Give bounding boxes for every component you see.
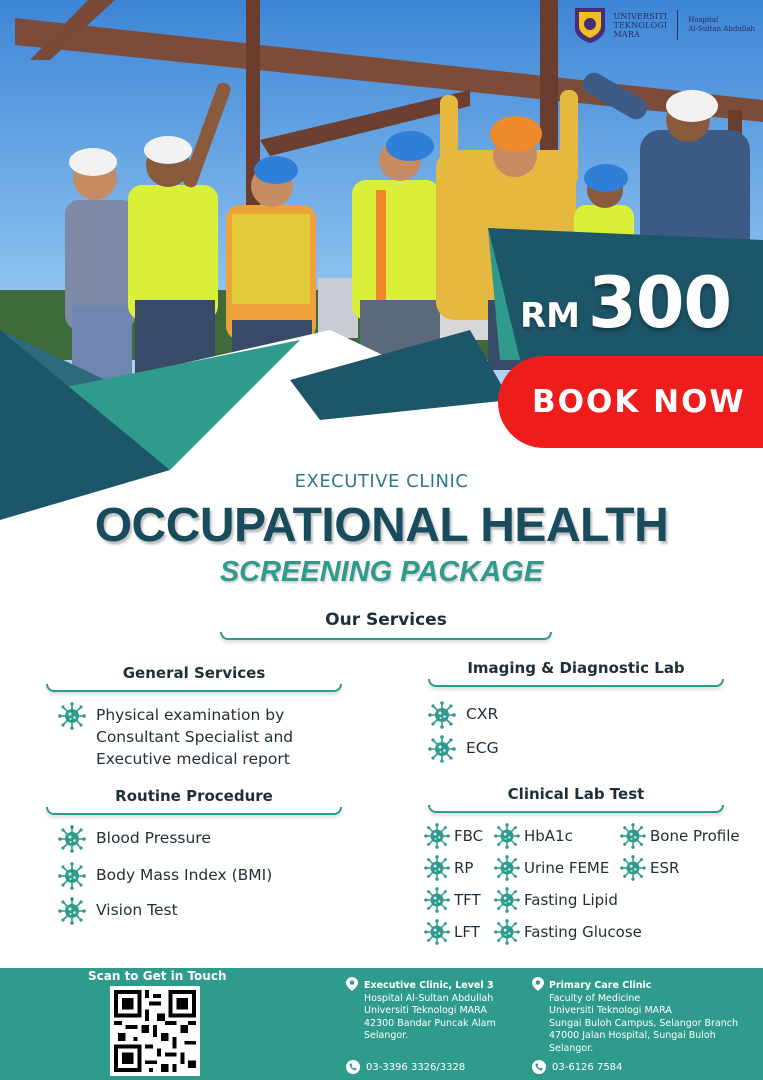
- uitm-crest-icon: [573, 6, 607, 44]
- virus-icon: [58, 862, 86, 890]
- virus-icon: [620, 823, 646, 849]
- list-item: ECG: [428, 737, 499, 763]
- clinical-lab-header: Clinical Lab Test: [428, 785, 724, 813]
- contact-footer: [0, 968, 763, 1080]
- location-pin-icon: [532, 977, 544, 991]
- lab-test-item: Urine FEME: [494, 857, 609, 881]
- lab-test-item: ESR: [620, 857, 679, 881]
- header-underline: [428, 679, 724, 687]
- virus-icon: [424, 887, 450, 913]
- virus-icon: [494, 823, 520, 849]
- imaging-lab-header: Imaging & Diagnostic Lab: [428, 659, 724, 687]
- executive-clinic-phone[interactable]: 03-3396 3326/3328: [366, 1062, 466, 1073]
- hospital-name: Hospital Al-Sultan Abdullah: [688, 16, 755, 33]
- lab-test-item: Bone Profile: [620, 825, 740, 849]
- lab-test-item: TFT: [424, 889, 481, 913]
- lab-test-item: HbA1c: [494, 825, 573, 849]
- package-price: [520, 262, 731, 344]
- lab-test-item: Fasting Lipid: [494, 889, 618, 913]
- our-services-header: Our Services: [220, 610, 552, 640]
- clinic-eyebrow: EXECUTIVE CLINIC: [294, 471, 469, 492]
- header-underline: [220, 632, 552, 640]
- general-services-header: General Services: [46, 664, 342, 692]
- virus-icon: [424, 919, 450, 945]
- phone-icon: [532, 1060, 546, 1074]
- virus-icon: [494, 855, 520, 881]
- virus-icon: [58, 702, 86, 730]
- scan-label: Scan to Get in Touch: [88, 969, 227, 983]
- list-item: Body Mass Index (BMI): [58, 864, 272, 890]
- routine-procedure-header: Routine Procedure: [46, 787, 342, 815]
- virus-icon: [494, 919, 520, 945]
- primary-care-address: Primary Care Clinic Faculty of Medicine Universiti Teknologi MARA Sungai Buloh Campus, Selangor Branch 47000 Jalan Hospital, Sungai Buloh Selangor.: [549, 980, 738, 1054]
- lab-test-item: RP: [424, 857, 473, 881]
- header-underline: [46, 684, 342, 692]
- qr-code-icon: [114, 990, 196, 1072]
- virus-icon: [58, 897, 86, 925]
- lab-test-item: LFT: [424, 921, 480, 945]
- list-item: Vision Test: [58, 899, 178, 925]
- virus-icon: [620, 855, 646, 881]
- hero-banner: [0, 0, 763, 520]
- uitm-hospital-logo: [573, 6, 755, 44]
- executive-clinic-address: Executive Clinic, Level 3 Hospital Al-Sultan Abdullah Universiti Teknologi MARA 42300 Bandar Puncak Alam Selangor.: [364, 980, 496, 1041]
- lab-test-item: FBC: [424, 825, 483, 849]
- virus-icon: [58, 825, 86, 853]
- location-pin-icon: [346, 977, 358, 991]
- virus-icon: [424, 855, 450, 881]
- header-underline: [428, 805, 724, 813]
- primary-care-phone[interactable]: 03-6126 7584: [552, 1062, 623, 1073]
- university-name: UNIVERSITI TEKNOLOGI MARA: [613, 11, 668, 39]
- list-item: Blood Pressure: [58, 827, 211, 853]
- price-amount: 300: [588, 262, 732, 344]
- qr-code[interactable]: [110, 986, 200, 1076]
- price-currency: RM: [520, 296, 581, 336]
- header-underline: [46, 807, 342, 815]
- list-item: CXR: [428, 703, 498, 729]
- virus-icon: [428, 701, 456, 729]
- lab-test-item: Fasting Glucose: [494, 921, 642, 945]
- list-item: Physical examination by Consultant Specialist and Executive medical report: [58, 704, 293, 770]
- page-subtitle: SCREENING PACKAGE: [219, 556, 544, 588]
- logo-divider: [677, 10, 678, 40]
- page-title: OCCUPATIONAL HEALTH: [94, 499, 669, 552]
- virus-icon: [424, 823, 450, 849]
- virus-icon: [428, 735, 456, 763]
- virus-icon: [494, 887, 520, 913]
- book-now-button[interactable]: BOOK NOW: [498, 356, 763, 448]
- phone-icon: [346, 1060, 360, 1074]
